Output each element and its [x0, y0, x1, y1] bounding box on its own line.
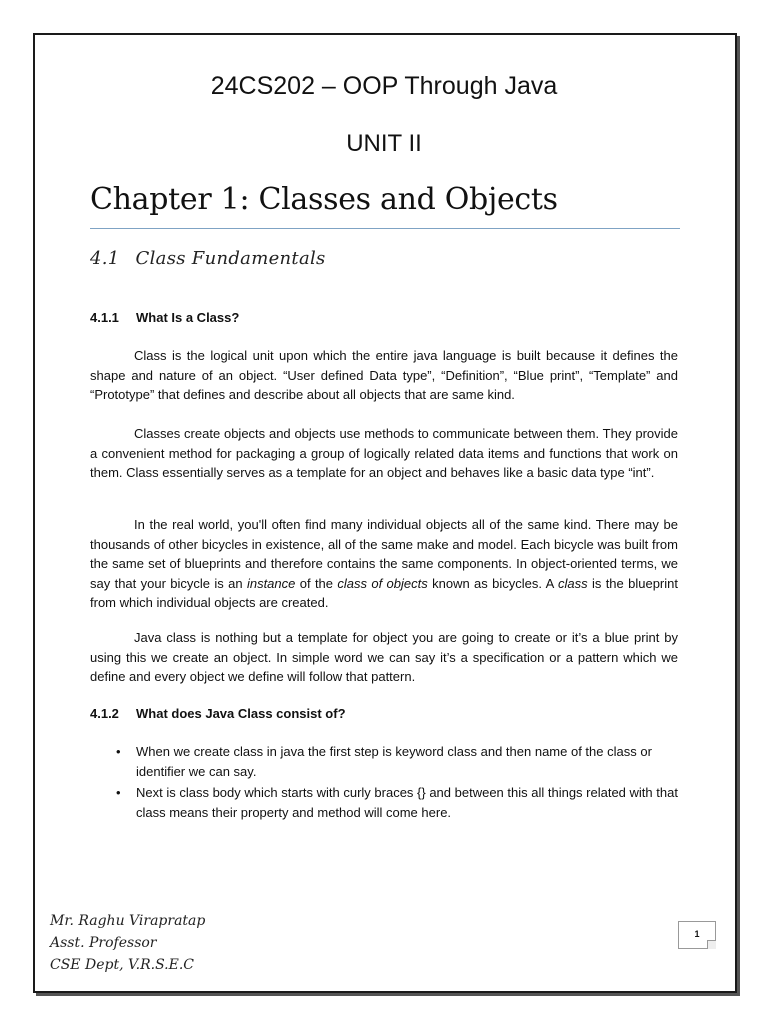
author-signature — [50, 910, 205, 976]
page-number-badge — [678, 921, 716, 949]
author-title: Asst. Professor — [50, 935, 157, 951]
bullet-icon: • — [116, 744, 121, 759]
unit-title: UNIT II — [346, 130, 422, 157]
list-item-text: When we create class in java the first step is keyword class and then name of the class or identifier we can say. — [136, 744, 652, 779]
paragraph-3-emphasis: class — [557, 575, 588, 591]
paragraph-3-text: is the blueprint from which individual objects are created. — [90, 575, 678, 610]
paragraph-3-text: known as bicycles. A — [427, 575, 558, 591]
paragraph-1: Class is the logical unit upon which the entire java language is built because it defines the shape and nature of an object. “User defined Data type”, “Definition”, “Blue print”, “Template” and “Prototype” that defines and describe about all objects that are same kind. — [90, 348, 678, 402]
paragraph-3-text: In the real world, you'll often find many individual objects all of the same kind. There may be thousands of other bicycles in existence, all of the same make and model. Each bicycle was built from the same set of blueprints and therefore contains the same components. In object-oriented terms, we say that your bicycle is an — [90, 517, 678, 591]
paragraph-4: Java class is nothing but a template for object you are going to create or it’s a blue print by using this we create an object. In simple word we can say it’s a specification or a pattern which we define and every object we define will follow that pattern. — [90, 630, 678, 684]
paragraph-3-emphasis: instance — [246, 575, 296, 591]
paragraph-3-text: of the — [295, 575, 338, 591]
section-title: Class Fundamentals — [135, 248, 326, 269]
paragraph-3-emphasis: class of objects — [337, 575, 428, 591]
subsection-title: What does Java Class consist of? — [136, 706, 346, 721]
section-number: 4.1 — [90, 248, 120, 269]
subsection-heading-2 — [90, 706, 346, 721]
course-title: 24CS202 – OOP Through Java — [210, 72, 558, 100]
list-item — [90, 742, 678, 781]
bullet-list — [90, 742, 678, 824]
paragraph-2: Classes create objects and objects use methods to communicate between them. They provide a convenient method for packaging a group of logically related data items and functions that work on them. Class essentially serves as a template for an object and behaves like a basic data type “int”. — [90, 426, 678, 480]
subsection-number: 4.1.1 — [90, 310, 119, 325]
list-item-text: Next is class body which starts with curly braces {} and between this all things related with that class means their property and method will come here. — [136, 785, 678, 820]
author-name: Mr. Raghu Virapratap — [50, 913, 206, 929]
section-heading — [90, 248, 326, 269]
subsection-number: 4.1.2 — [90, 706, 119, 721]
paragraph-3 — [90, 515, 678, 613]
bullet-icon: • — [116, 785, 121, 800]
page-frame — [33, 33, 737, 993]
list-item — [90, 783, 678, 822]
chapter-divider — [90, 228, 680, 229]
author-department: CSE Dept, V.R.S.E.C — [50, 957, 194, 973]
page-number: 1 — [694, 929, 700, 939]
page-fold-icon — [707, 940, 716, 949]
subsection-heading-1 — [90, 310, 239, 325]
chapter-title: Chapter 1: Classes and Objects — [90, 182, 558, 217]
subsection-title: What Is a Class? — [136, 310, 240, 325]
